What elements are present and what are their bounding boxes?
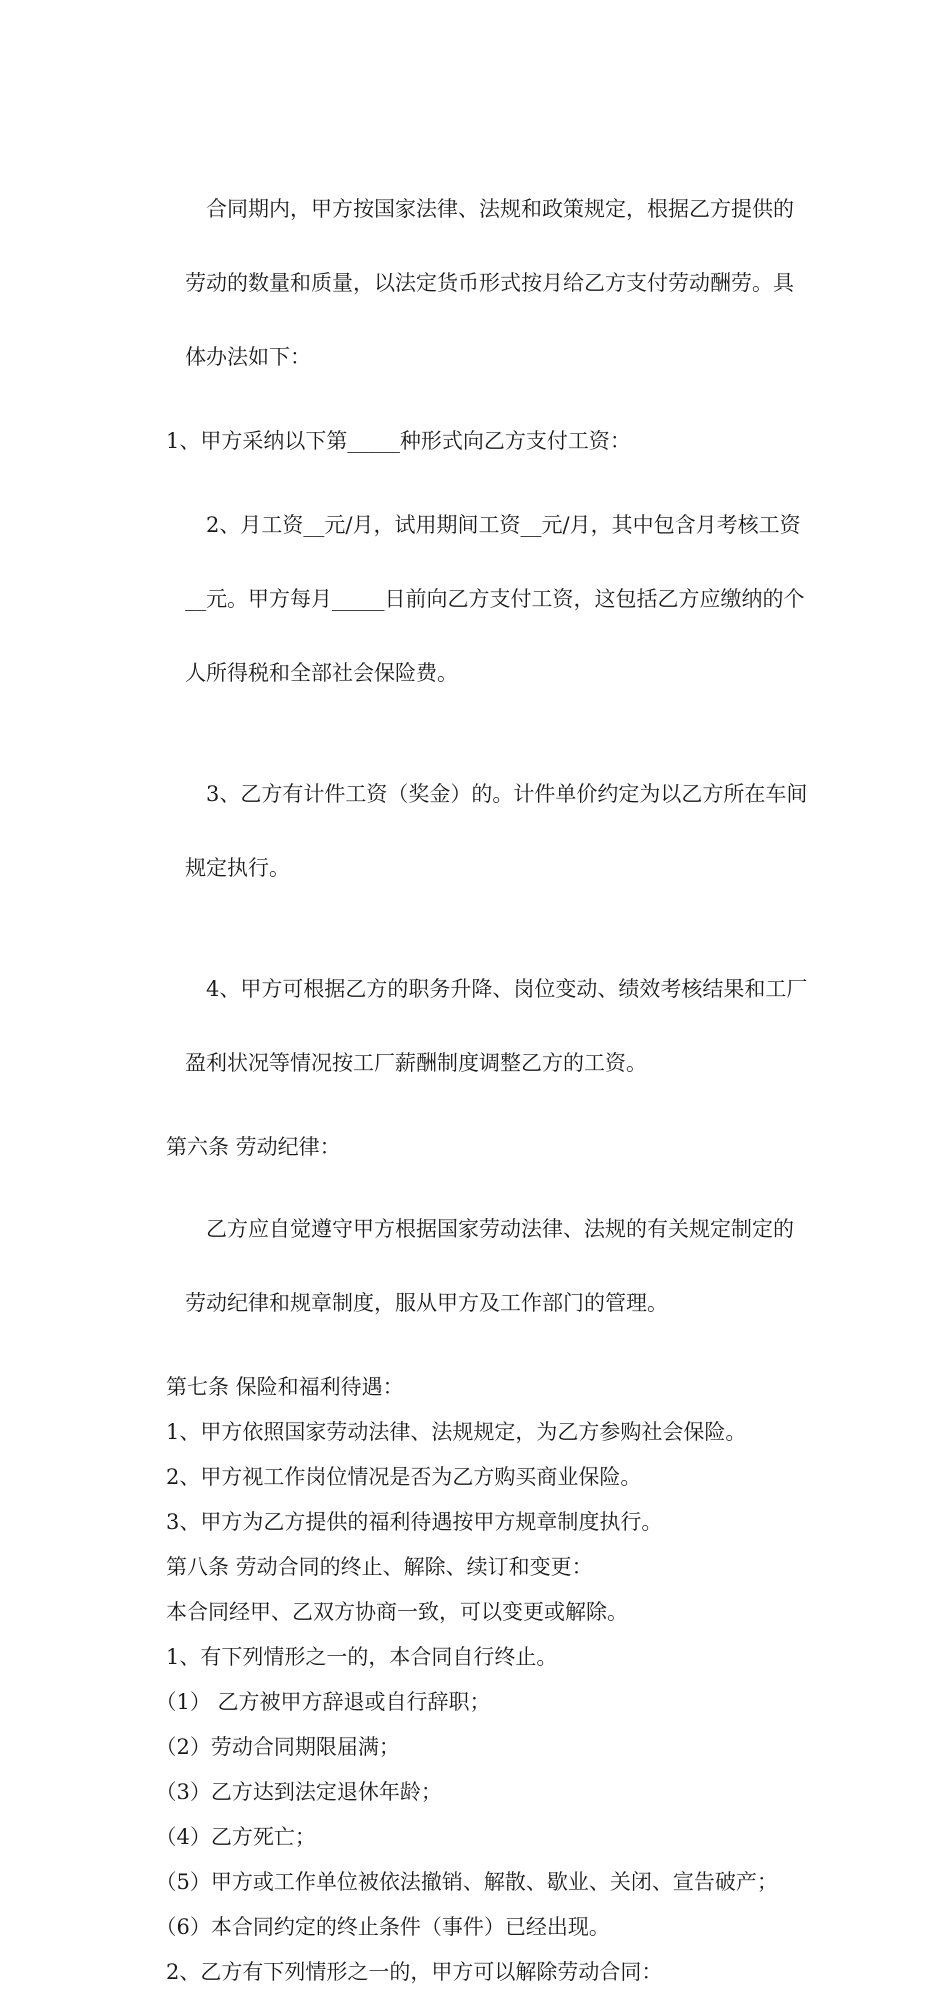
item-2: （2）劳动合同期限届满；: [145, 1735, 400, 1759]
item-6: （6）本合同约定的终止条件（事件）已经出现。: [145, 1915, 610, 1939]
line: 合同期内，甲方按国家法律、法规和政策规定，根据乙方提供的: [185, 197, 795, 221]
line: 体办法如下：: [185, 345, 312, 369]
clause-salary-form: 1、甲方采纳以下第_____种形式向乙方支付工资：: [145, 429, 631, 453]
line: 乙方应自觉遵守甲方根据国家劳动法律、法规的有关规定制定的: [185, 1217, 795, 1241]
item-3: （3）乙方达到法定退休年龄；: [145, 1780, 442, 1804]
paragraph-salary-intro: [145, 154, 813, 413]
clause-employer-termination: 2、乙方有下列情形之一的，甲方可以解除劳动合同：: [145, 1960, 663, 1984]
line: 2、月工资__元/月，试用期间工资__元/月，其中包含月考核工资: [185, 513, 801, 537]
document-body: [145, 154, 813, 1991]
article-seven-heading: 第七条 保险和福利待遇：: [145, 1375, 404, 1399]
clause-piece-wage: [145, 739, 813, 924]
clause-welfare: 3、甲方为乙方提供的福利待遇按甲方规章制度执行。: [145, 1510, 663, 1534]
clause-social-insurance: 1、甲方依照国家劳动法律、法规规定，为乙方参购社会保险。: [145, 1420, 747, 1444]
clause-mutual-change: 本合同经甲、乙双方协商一致，可以变更或解除。: [145, 1600, 628, 1624]
line: 人所得税和全部社会保险费。: [185, 661, 459, 685]
line: 3、乙方有计件工资（奖金）的。计件单价约定为以乙方所在车间: [185, 782, 808, 806]
line: 4、甲方可根据乙方的职务升降、岗位变动、绩效考核结果和工厂: [185, 977, 808, 1001]
clause-commercial-insurance: 2、甲方视工作岗位情况是否为乙方购买商业保险。: [145, 1465, 642, 1489]
line: 劳动的数量和质量，以法定货币形式按月给乙方支付劳动酬劳。具: [185, 271, 795, 295]
clause-salary-adjust: [145, 934, 813, 1119]
item-1: （1） 乙方被甲方辞退或自行辞职；: [145, 1690, 491, 1714]
item-5: （5）甲方或工作单位被依法撤销、解散、歇业、关闭、宣告破产；: [145, 1870, 778, 1894]
clause-auto-termination: 1、有下列情形之一的，本合同自行终止。: [145, 1645, 558, 1669]
line: 规定执行。: [185, 856, 291, 880]
line: __元。甲方每月_____日前向乙方支付工资，这包括乙方应缴纳的个: [185, 587, 805, 611]
clause-labor-discipline: [145, 1174, 813, 1359]
article-six-heading: 第六条 劳动纪律：: [145, 1135, 341, 1159]
article-eight-heading: 第八条 劳动合同的终止、解除、续订和变更：: [145, 1555, 593, 1579]
line: 盈利状况等情况按工厂薪酬制度调整乙方的工资。: [185, 1051, 648, 1075]
clause-monthly-salary: [145, 470, 813, 729]
line: 劳动纪律和规章制度，服从甲方及工作部门的管理。: [185, 1291, 669, 1315]
item-4: （4）乙方死亡；: [145, 1825, 316, 1849]
